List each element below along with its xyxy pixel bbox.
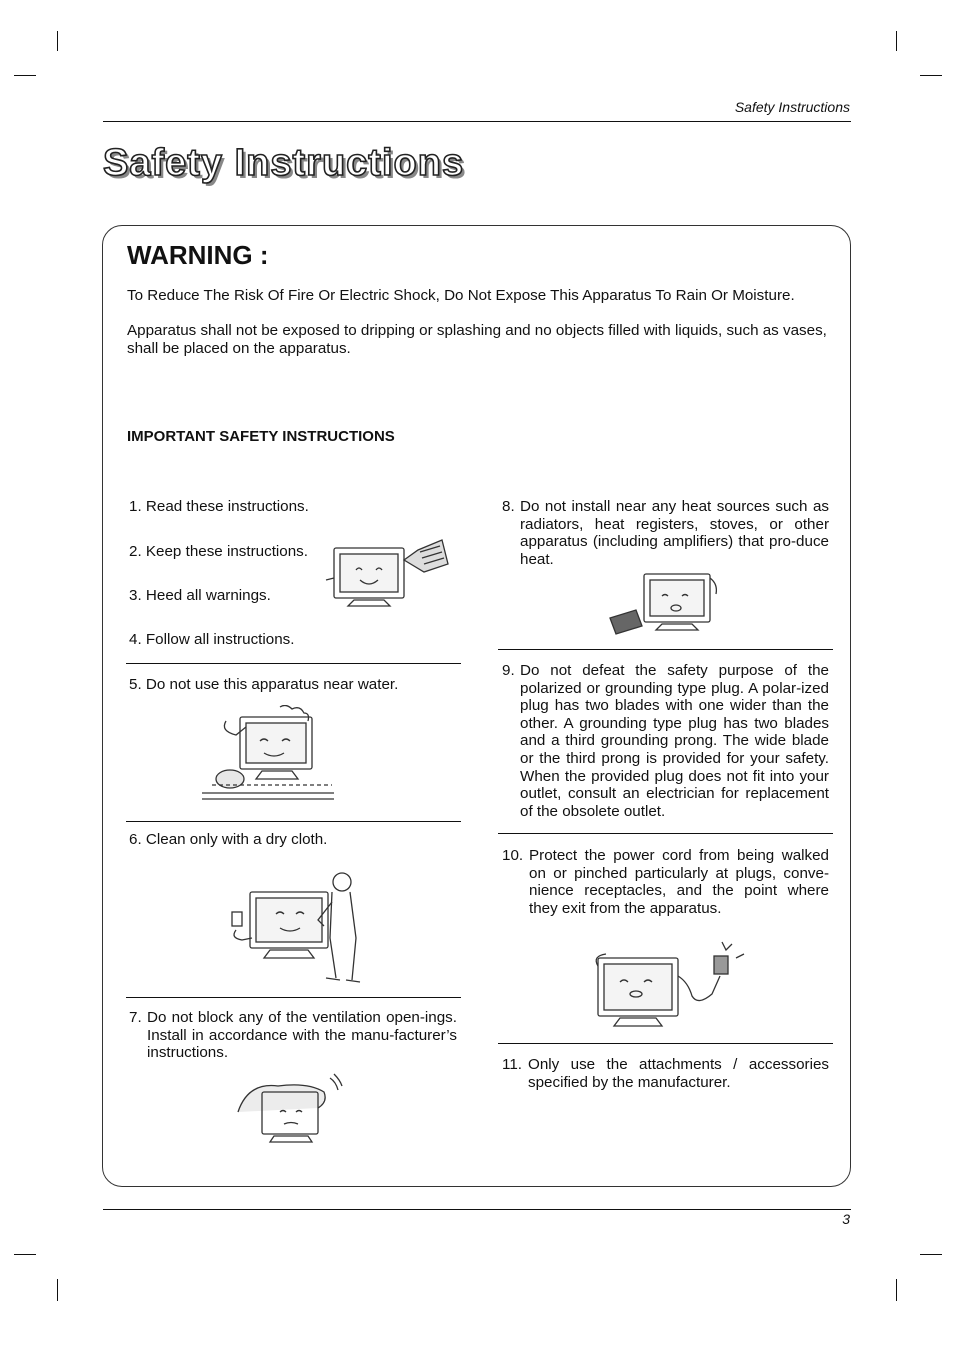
list-item: 1. Read these instructions. bbox=[129, 498, 309, 515]
crop-mark bbox=[14, 75, 36, 76]
separator bbox=[498, 833, 833, 834]
warning-text: To Reduce The Risk Of Fire Or Electric Shock, Do Not Expose This Apparatus To Rain Or Moisture. bbox=[127, 287, 795, 304]
list-item: 6. Clean only with a dry cloth. bbox=[129, 831, 328, 848]
list-item: 4. Follow all instructions. bbox=[129, 631, 295, 648]
list-item: 10. Protect the power cord from being walked on or pinched particularly at plugs, conve-nience receptacles, and the point where they exit from the apparatus. bbox=[502, 847, 829, 917]
separator bbox=[126, 663, 461, 664]
list-item: 9. Do not defeat the safety purpose of the polarized or grounding type plug. A polar-ized plug has two blades with one wider than the other. A grounding type plug has two blades and a third grounding prong. The wide blade or the third prong is provided for your safety. When the provided plug does not fit into your outlet, consult an electrician for replacement of the obsolete outlet. bbox=[502, 662, 829, 820]
running-header: Safety Instructions bbox=[734, 99, 850, 115]
crop-mark bbox=[57, 31, 58, 51]
page-title: Safety Instructions bbox=[103, 142, 465, 184]
tv-heat-source-illustration bbox=[606, 568, 726, 640]
header-rule bbox=[103, 121, 851, 122]
crop-mark bbox=[920, 75, 942, 76]
crop-mark bbox=[920, 1254, 942, 1255]
warning-title: WARNING : bbox=[127, 240, 269, 270]
tv-power-cord-illustration bbox=[590, 936, 750, 1028]
warning-liquid-text: Apparatus shall not be exposed to dripping or splashing and no objects filled with liquids, such as vases, shall be placed on the apparatus. bbox=[127, 322, 827, 357]
page-number: 3 bbox=[842, 1211, 850, 1227]
list-item: 2. Keep these instructions. bbox=[129, 543, 309, 560]
list-item: 7. Do not block any of the ventilation open-ings. Install in accordance with the manu-facturer’s instructions. bbox=[129, 1009, 457, 1062]
list-item: 8. Do not install near any heat sources such as radiators, heat registers, stoves, or other apparatus (including amplifiers) that pro-duce heat. bbox=[502, 498, 829, 568]
footer-rule bbox=[103, 1209, 851, 1210]
crop-mark bbox=[14, 1254, 36, 1255]
tv-cleaning-illustration bbox=[226, 868, 366, 988]
separator bbox=[126, 997, 461, 998]
crop-mark bbox=[57, 1279, 58, 1301]
tv-reading-illustration bbox=[320, 520, 450, 608]
tv-ventilation-illustration bbox=[234, 1072, 346, 1144]
list-item: 11. Only use the attachments / accessories specified by the manufacturer. bbox=[502, 1056, 829, 1091]
list-item: 3. Heed all warnings. bbox=[129, 587, 271, 604]
list-item: 5. Do not use this apparatus near water. bbox=[129, 676, 399, 693]
important-heading: IMPORTANT SAFETY INSTRUCTIONS bbox=[127, 428, 395, 445]
tv-near-water-illustration bbox=[202, 705, 334, 801]
separator bbox=[498, 649, 833, 650]
separator bbox=[498, 1043, 833, 1044]
separator bbox=[126, 821, 461, 822]
crop-mark bbox=[896, 31, 897, 51]
crop-mark bbox=[896, 1279, 897, 1301]
